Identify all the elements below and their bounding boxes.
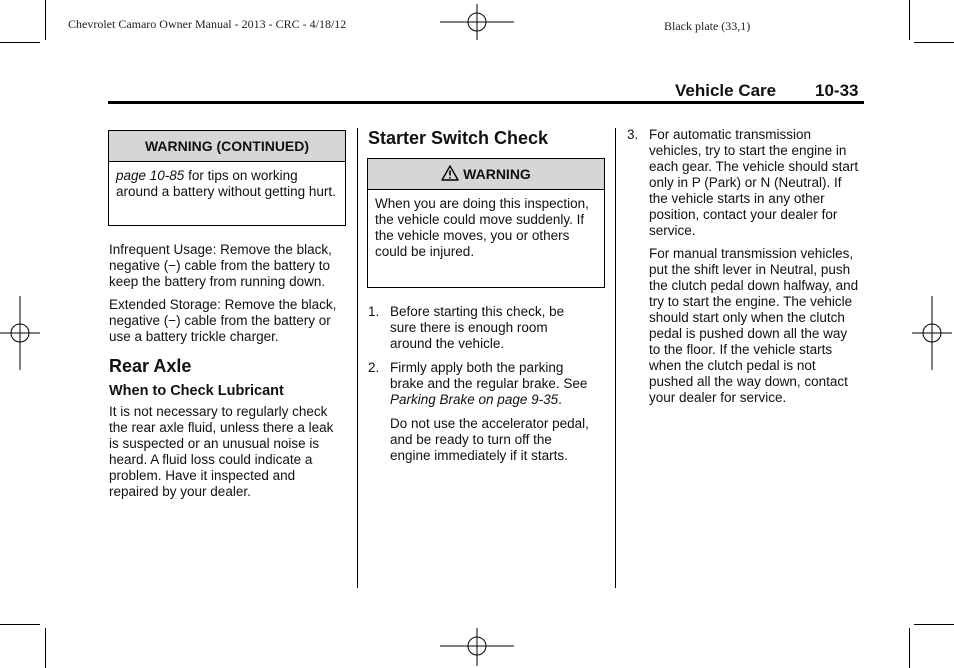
list-item-3 [627, 127, 861, 406]
warning-continued-title: WARNING (CONTINUED) [109, 131, 345, 162]
print-header-left: Chevrolet Camaro Owner Manual - 2013 - CRC - 4/18/12 [68, 17, 347, 31]
header-rule [108, 101, 864, 104]
list-number: 2. [368, 360, 380, 375]
page-reference-link[interactable]: page 10-85 [116, 168, 185, 183]
crop-mark [0, 624, 40, 625]
crop-mark [0, 42, 40, 43]
list-item-2 [368, 360, 590, 464]
crop-mark [914, 42, 954, 43]
warning-continued-text [109, 162, 345, 206]
crop-mark [909, 628, 910, 668]
column-1-body [109, 242, 341, 500]
warning-text: When you are doing this inspection, the vehicle could move suddenly. If the vehicle moves, you or others could be injured. [375, 196, 589, 259]
list-item-2-text [390, 360, 590, 408]
paragraph-rear-axle: It is not necessary to regularly check the rear axle fluid, unless there a leak is suspected or an unusual noise is heard. A fluid loss could indicate a problem. Have it inspected and repaired by your dealer. [109, 404, 334, 499]
heading-starter-switch-check: Starter Switch Check [368, 128, 549, 148]
print-header-right: Black plate (33,1) [664, 19, 751, 33]
section-title: Vehicle Care [675, 81, 777, 100]
parking-brake-link[interactable]: Parking Brake on page 9-35 [390, 392, 559, 407]
list-number: 3. [627, 127, 639, 142]
column-divider [615, 128, 616, 588]
paragraph-extended-storage: Extended Storage: Remove the black, negative (−) cable from the battery or use a battery trickle charger. [109, 297, 337, 344]
list-item-2-post: . [558, 392, 562, 407]
warning-continued-body: for tips on working around a battery without getting hurt. [116, 168, 336, 199]
warning-continued-box [108, 130, 346, 226]
subheading-when-to-check: When to Check Lubricant [109, 383, 284, 399]
warning-header [368, 159, 604, 190]
page-number: 10-33 [815, 81, 859, 100]
list-item-3-text: For automatic transmission vehicles, try to start the engine in each gear. The vehicle should start only in P (Park) or N (Neutral). If the vehicle starts in any other position, contact your dealer for service. [649, 127, 859, 238]
warning-box [367, 158, 605, 288]
crop-mark [45, 628, 46, 668]
crop-mark [914, 624, 954, 625]
list-number: 1. [368, 304, 380, 319]
list-item-2-pre: Firmly apply both the parking brake and the regular brake. See [390, 360, 588, 391]
registration-mark-icon [912, 296, 952, 370]
column-2-list [368, 304, 590, 464]
list-item-1-text: Before starting this check, be sure there is enough room around the vehicle. [390, 304, 565, 351]
registration-mark-icon [0, 296, 40, 370]
crop-mark [909, 0, 910, 40]
column-3-list [627, 127, 861, 406]
registration-mark-icon [440, 626, 514, 666]
list-item-2-paragraph: Do not use the accelerator pedal, and be ready to turn off the engine immediately if it starts. [390, 416, 589, 463]
column-divider [357, 128, 358, 588]
list-item-3-paragraph: For manual transmission vehicles, put the shift lever in Neutral, push the clutch pedal down halfway, and try to start the engine. The vehicle should start only when the clutch pedal is pushed down all the way to the floor. If the vehicle starts when the clutch pedal is not pushed all the way down, contact your dealer for service. [649, 246, 859, 405]
warning-title: WARNING [463, 166, 531, 182]
paragraph-infrequent-usage: Infrequent Usage: Remove the black, negative (−) cable from the battery to keep the battery from running down. [109, 242, 332, 289]
heading-rear-axle: Rear Axle [109, 356, 192, 376]
warning-triangle-icon [441, 165, 459, 181]
crop-mark [45, 0, 46, 40]
list-item-1 [368, 304, 590, 352]
registration-mark-icon [440, 4, 514, 44]
